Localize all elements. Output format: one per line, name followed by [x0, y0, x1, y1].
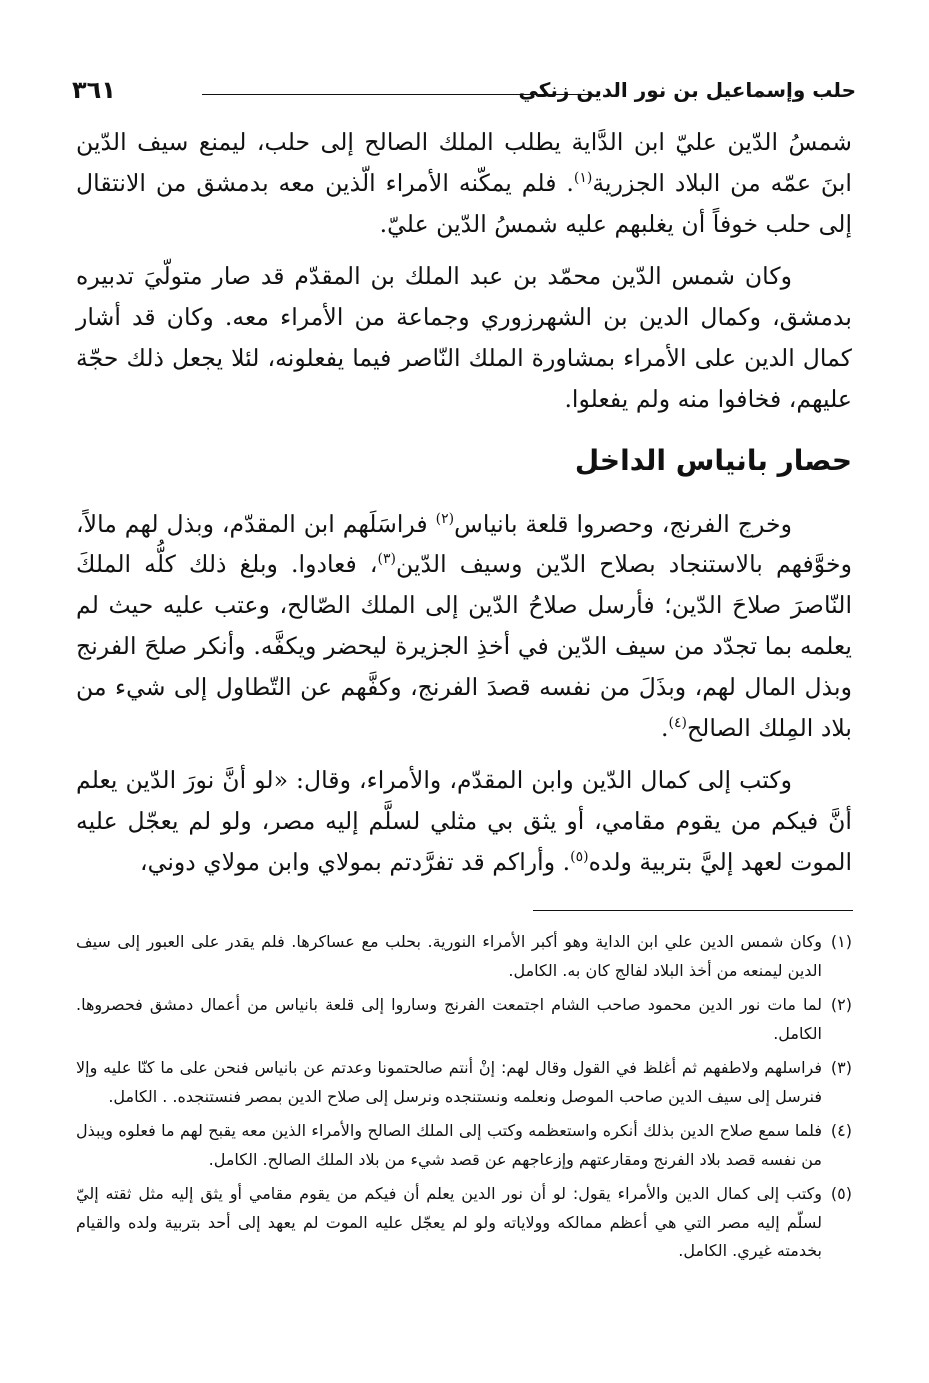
running-header [72, 70, 856, 110]
paragraph-text: . فلم يمكّنه الأمراء الّذين معه بدمشق من الانتقال إلى حلب خوفاً أن يغلبهم عليه شمسُ الدّين عليّ. [76, 168, 852, 238]
paragraph-4 [76, 760, 852, 882]
footnote-number: (٤) [830, 1121, 852, 1140]
paragraph-text: . [660, 713, 669, 742]
paragraph-2: وكان شمس الدّين محمّد بن عبد الملك بن المقدّم قد صار متولّيَ تدبيره بدمشق، وكمال الدين بن الشهرزوري وجماعة من الأمراء معه. وكان قد أشار كمال الدين على الأمراء بمشاورة الملك النّاصر فيما يفعلونه، لئلا يجعل ذلك حجّة عليهم، فخافوا منه ولم يفعلوا. [76, 262, 852, 413]
footnote-number: (١) [830, 932, 852, 951]
footnote-ref: (١) [573, 169, 593, 186]
paragraph-text: فراسَلَهم ابن المقدّم، وبذل لهم مالاً، وخوَّفهم بالاستنجاد بصلاح الدّين وسيف الدّين [76, 509, 852, 579]
running-title: حلب وإسماعيل بن نور الدين زنكي [518, 78, 856, 102]
footnote-1 [76, 928, 852, 985]
footnote-number: (٢) [830, 995, 852, 1014]
footnote-ref: (٤) [668, 714, 687, 731]
footnote-number: (٣) [830, 1058, 852, 1077]
footnote-2 [76, 991, 852, 1048]
footnote-4 [76, 1117, 852, 1174]
paragraph-text: وكتب إلى كمال الدّين وابن المقدّم، والأمراء، وقال: «لو أنَّ نورَ الدّين يعلم أنَّ فيكم من يقوم مقامي، أو يثق بي مثلي لسلَّم إليه مصر، ولو لم يعجّل عليه الموت لعهد إليَّ بتربية ولده [76, 766, 852, 876]
footnote-ref: (٣) [377, 551, 397, 568]
footnotes [76, 928, 852, 1272]
page-number: ٣٦١ [72, 76, 116, 104]
paragraph-3 [76, 504, 852, 749]
paragraph-text: ، فعادوا. وبلغ ذلك كلُّه الملكَ النّاصرَ صلاحَ الدّين؛ فأرسل صلاحُ الدّين إلى الملك الصّالح، وعتب عليه حيث لم يعلمه بما تجدّد من سيف الدّين في أخذِ الجزيرة ليحضر ويكفَّه. وأنكر صلحَ الفرنج وبذل المال لهم، وبذَلَ من نفسه قصدَ الفرنج، وكفَّهم عن التّطاول إلى شيء من بلاد المِلك الصالح [76, 550, 852, 742]
footnote-3 [76, 1054, 852, 1111]
paragraph-text: وخرج الفرنج، وحصروا قلعة بانياس [454, 509, 792, 538]
footnote-text: لما مات نور الدين محمود صاحب الشام اجتمعت الفرنج وساروا إلى قلعة بانياس من أعمال دمشق فحصروها. الكامل. [76, 995, 822, 1043]
footnote-text: فراسلهم ولاطفهم ثم أغلظ في القول وقال لهم: إنْ أنتم صالحتمونا وعدتم عن بانياس فنحن على ما كنّا عليه وإلا فنرسل إلى سيف الدين صاحب الموصل ونعلمه ونستنجده ونرسل إلى صلاح الدين بمصر فنستنجده. . الكامل. [76, 1058, 822, 1106]
section-heading: حصار بانياس الداخل [574, 443, 852, 477]
header-rule [202, 94, 594, 95]
footnote-text: فلما سمع صلاح الدين بذلك أنكره واستعظمه وكتب إلى الملك الصالح والأمراء الذين معه يقبح لهم ما فعلوه ويبذل من نفسه قصد بلاد الفرنج ومقارعتهم وإزعاجهم عن قصد شيء من بلاد الملك الصالح. الكامل. [76, 1121, 822, 1169]
paragraph-1 [76, 122, 852, 244]
paragraph-text: شمسُ الدّين عليّ ابن الدَّاية يطلب الملك الصالح إلى حلب، ليمنع سيف الدّين ابنَ عمّه من البلاد الجزرية [76, 128, 852, 197]
footnote-text: وكتب إلى كمال الدين والأمراء يقول: لو أن نور الدين يعلم أن فيكم من يقوم مقامي أو يثق إليه مثل ثقته إليّ لسلّم إليه مصر التي هي أعظم ممالكه وولاياته ولو لم يعجّل عليه الموت لم يعهد إلى أحد بتربية ولده والقيام بخدمته غيري. الكامل. [76, 1184, 822, 1260]
footnote-separator [533, 910, 853, 911]
footnote-number: (٥) [830, 1184, 852, 1203]
footnote-5 [76, 1180, 852, 1266]
main-text [76, 122, 852, 883]
paragraph-text: . وأراكم قد تفرَّدتم بمولاي وابن مولاي دوني، [140, 847, 571, 876]
footnote-ref: (٥) [570, 849, 589, 866]
footnote-text: وكان شمس الدين علي ابن الداية وهو أكبر الأمراء النورية. بحلب مع عساكرها. فلم يقدر على العبور إلى سيف الدين ليمنعه من أخذ البلاد لفالج كان به. الكامل. [76, 932, 822, 980]
footnote-ref: (٢) [435, 510, 455, 527]
